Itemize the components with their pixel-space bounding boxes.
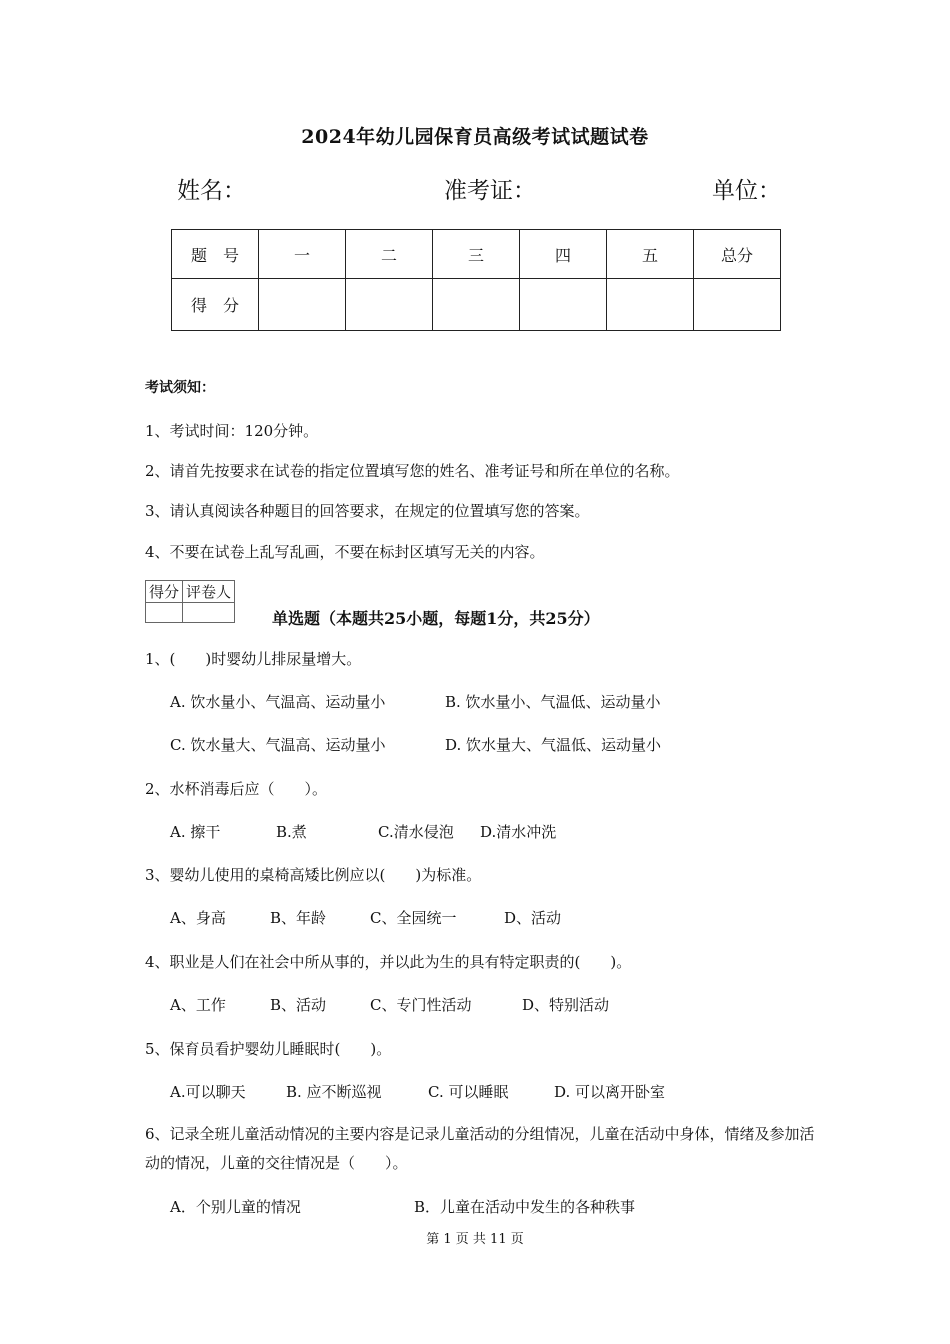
question-stem: 2、水杯消毒后应（ ）。 [145, 780, 328, 798]
score-cell [520, 279, 607, 331]
question-option: B. 应不断巡视 [286, 1083, 382, 1101]
question-option: A. 擦干 [170, 823, 221, 841]
question-option: A.可以聊天 [170, 1083, 246, 1101]
question-option: D、特别活动 [522, 996, 610, 1014]
score-cell [694, 279, 781, 331]
question-option: C. 可以睡眠 [428, 1083, 509, 1101]
score-table-header: 五 [607, 230, 694, 279]
score-table-header: 四 [520, 230, 607, 279]
question-option: C、专门性活动 [370, 996, 472, 1014]
score-row-label: 得 分 [172, 279, 259, 331]
exam-number-field-label: 准考证： [444, 178, 536, 204]
score-table-header: 总分 [694, 230, 781, 279]
question-option: B、年龄 [270, 909, 327, 927]
grader-name-cell [183, 603, 235, 623]
question-option: B、活动 [270, 996, 327, 1014]
question-option: C. 饮水量大、气温高、运动量小 [170, 736, 386, 754]
question-option: D.清水冲洗 [480, 823, 557, 841]
grader-name-label: 评卷人 [183, 581, 235, 603]
question-stem: 3、婴幼儿使用的桌椅高矮比例应以( )为标准。 [145, 866, 482, 884]
question-option: A、身高 [170, 909, 226, 927]
score-table-header: 二 [346, 230, 433, 279]
score-cell [346, 279, 433, 331]
notice-item: 2、请首先按要求在试卷的指定位置填写您的姓名、准考证号和所在单位的名称。 [145, 462, 680, 480]
unit-field-label: 单位： [712, 178, 781, 204]
question-option: B.煮 [276, 823, 307, 841]
question-option: A、工作 [170, 996, 226, 1014]
page-footer: 第 1 页 共 11 页 [426, 1232, 524, 1247]
name-field-label: 姓名： [177, 178, 246, 204]
question-option: A．个别儿童的情况 [170, 1198, 301, 1216]
question-option: A. 饮水量小、气温高、运动量小 [170, 693, 386, 711]
grader-score-cell [146, 603, 183, 623]
page-title: 2024年幼儿园保育员高级考试试题试卷 [301, 126, 649, 148]
question-option: B．儿童在活动中发生的各种秩事 [414, 1198, 636, 1216]
notice-heading: 考试须知： [145, 380, 215, 396]
notice-item: 4、不要在试卷上乱写乱画，不要在标封区填写无关的内容。 [145, 543, 545, 561]
notice-item: 3、请认真阅读各种题目的回答要求，在规定的位置填写您的答案。 [145, 502, 590, 520]
question-option: C.清水侵泡 [378, 823, 454, 841]
question-option: B. 饮水量小、气温低、运动量小 [445, 693, 661, 711]
notice-item: 1、考试时间：120分钟。 [145, 422, 319, 440]
section-title: 单选题（本题共25小题，每题1分，共25分） [272, 609, 600, 628]
question-option: D、活动 [504, 909, 562, 927]
grader-box [145, 580, 235, 623]
question-stem: 6、记录全班儿童活动情况的主要内容是记录儿童活动的分组情况，儿童在活动中身体，情绪及参加活动的情况，儿童的交往情况是（ ）。 [145, 1125, 815, 1172]
question-option: D. 饮水量大、气温低、运动量小 [445, 736, 662, 754]
question-stem: 4、职业是人们在社会中所从事的，并以此为生的具有特定职责的( )。 [145, 953, 632, 971]
question-stem: 5、保育员看护婴幼儿睡眠时( )。 [145, 1040, 392, 1058]
score-cell [433, 279, 520, 331]
score-table-header: 三 [433, 230, 520, 279]
score-table-header: 题 号 [172, 230, 259, 279]
score-cell [259, 279, 346, 331]
grader-score-label: 得分 [146, 581, 183, 603]
question-option: D. 可以离开卧室 [554, 1083, 666, 1101]
question-option: C、全园统一 [370, 909, 457, 927]
score-cell [607, 279, 694, 331]
score-table [171, 229, 781, 331]
question-stem: 1、( )时婴幼儿排尿量增大。 [145, 650, 362, 668]
score-table-header: 一 [259, 230, 346, 279]
